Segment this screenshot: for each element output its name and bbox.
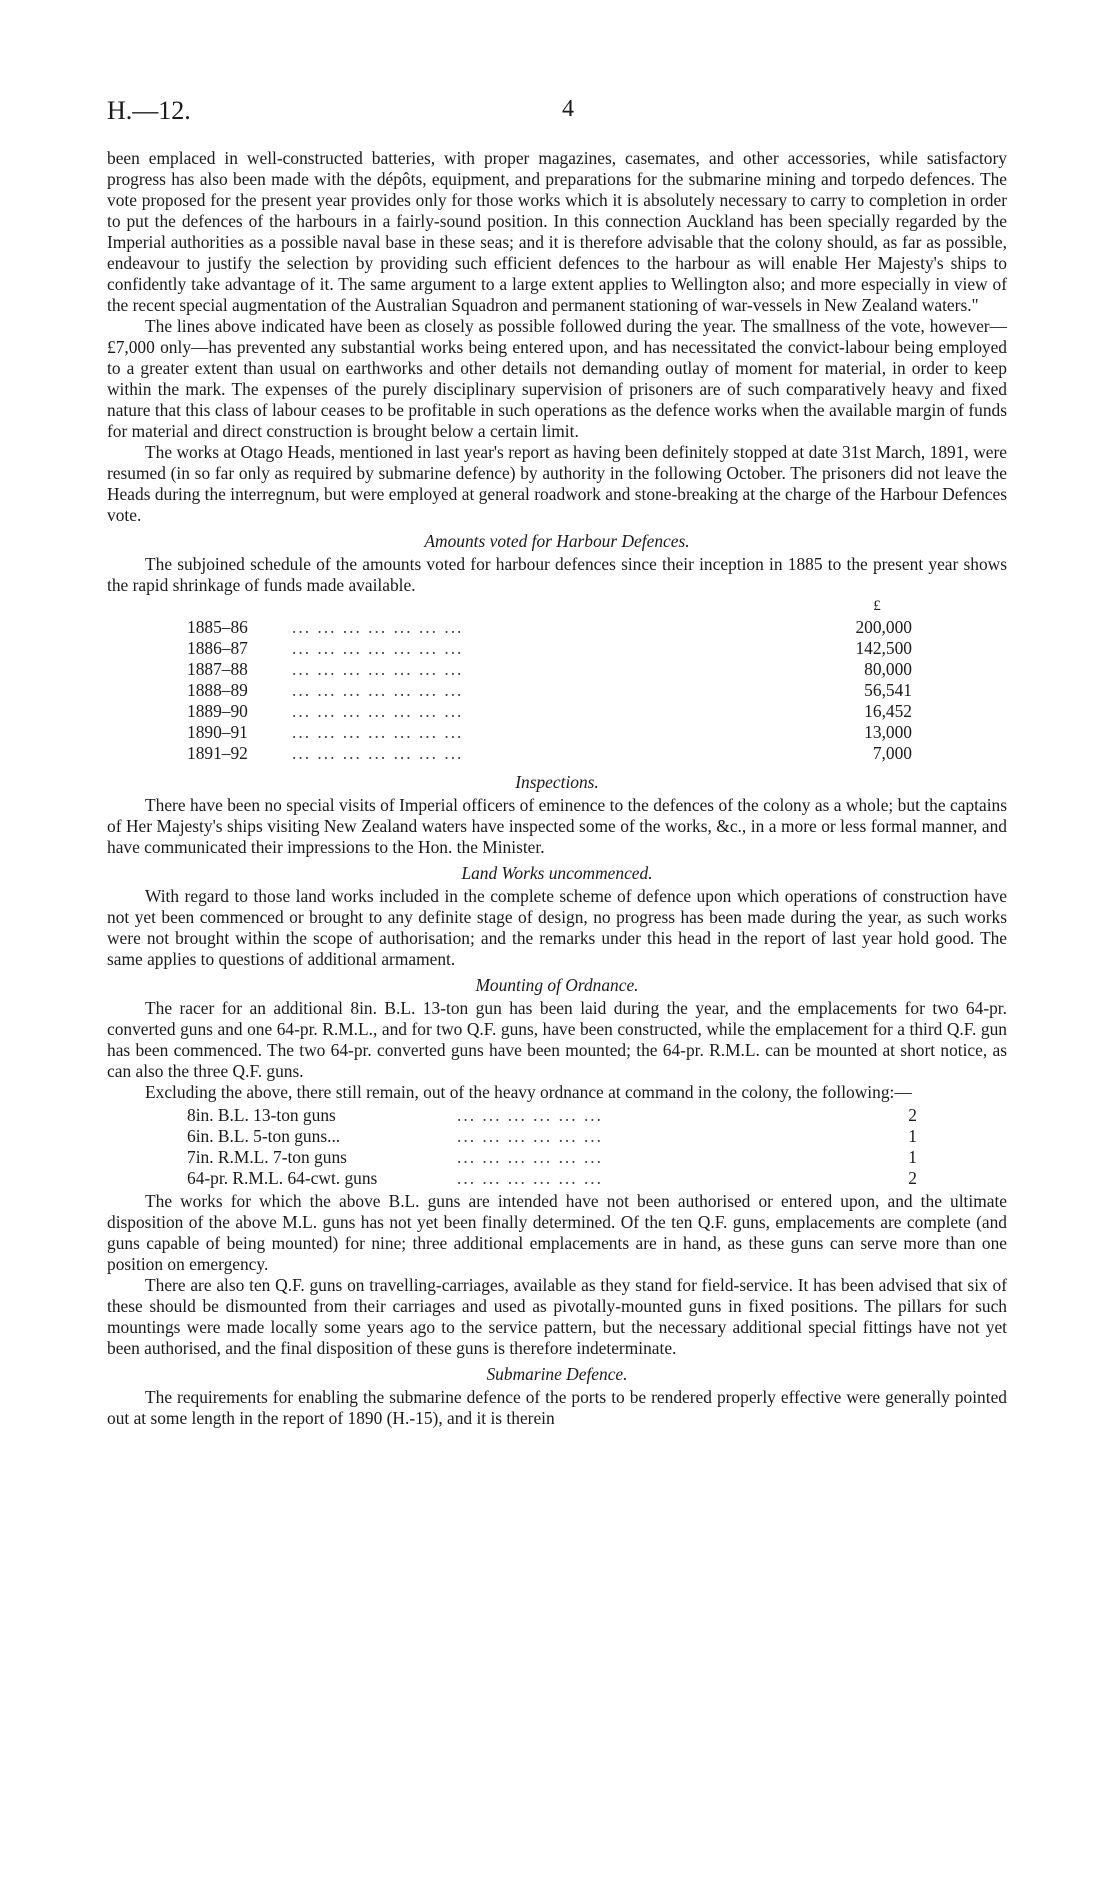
gun-name: 6in. B.L. 5-ton guns... <box>187 1126 341 1146</box>
paragraph-travelling-carriages: There are also ten Q.F. guns on travelling-carriages, available as they stand for field-service. It has been advised that six of these should be dismounted from their carriages and used as pivotally-mounted guns in fixed positions. The pillars for such mountings were made locally some years ago to the service pattern, but the necessary additional special fittings have not yet been authorised, and the final disposition of these guns is therefore indeterminate. <box>107 1275 1007 1358</box>
leader-dots: ... ... ... ... ... ... ... <box>292 722 464 742</box>
paragraph-works-not-authorised: The works for which the above B.L. guns are intended have not been authorised or entered upon, and the ultimate disposition of the above M.L. guns has not yet been finally determined. Of the ten Q.F. guns, emplacements are complete (and guns capable of being mounted) for nine; three additional emplacements are in hand, as these guns can serve more than one position on emergency. <box>107 1191 1007 1274</box>
schedule-amount: 200,000 <box>855 617 912 637</box>
table-row <box>187 1126 917 1147</box>
leader-dots: ... ... ... ... ... ... <box>457 1105 603 1125</box>
paragraph-excluding: Excluding the above, there still remain, out of the heavy ordnance at command in the colony, the following:— <box>145 1082 912 1102</box>
paragraph-lines-followed: The lines above indicated have been as closely as possible followed during the year. The smallness of the vote, however—£7,000 only—has prevented any substantial works being entered upon, and has necessitated the convict-labour being employed to a greater extent than usual on earthworks and other details not demanding outlay of moment for material, in order to keep within the mark. The expenses of the purely disciplinary supervision of prisoners are of such comparatively heavy and fixed nature that this class of labour ceases to be profitable in such operations as the defence works when the available margin of funds for material and direct construction is brought below a certain limit. <box>107 316 1007 441</box>
schedule-amount: 16,452 <box>864 701 912 721</box>
table-row <box>187 1168 917 1189</box>
table-row <box>187 617 912 638</box>
leader-dots: ... ... ... ... ... ... ... <box>292 659 464 679</box>
schedule-amount: 56,541 <box>864 680 912 700</box>
schedule-year: 1887–88 <box>187 659 248 679</box>
paragraph-submarine: The requirements for enabling the submarine defence of the ports to be rendered properly effective were generally pointed out at some length in the report of 1890 (H.-15), and it is therein <box>107 1387 1007 1428</box>
amounts-schedule-table <box>187 596 912 764</box>
leader-dots: ... ... ... ... ... ... ... <box>292 743 464 763</box>
schedule-year: 1888–89 <box>187 680 248 700</box>
paragraph-otago-heads: The works at Otago Heads, mentioned in last year's report as having been definitely stopped at date 31st March, 1891, were resumed (in so far only as required by submarine defence) by authority in the following October. The prisoners did not leave the Heads during the interregnum, but were employed at general roadwork and stone-breaking at the charge of the Harbour Defences vote. <box>107 442 1007 525</box>
page-number: 4 <box>562 96 574 122</box>
schedule-amount: 7,000 <box>872 743 912 763</box>
leader-dots: ... ... ... ... ... ... ... <box>292 617 464 637</box>
gun-name: 7in. R.M.L. 7-ton guns <box>187 1147 347 1167</box>
schedule-amount: 13,000 <box>864 722 912 742</box>
table-row <box>187 722 912 743</box>
leader-dots: ... ... ... ... ... ... ... <box>292 638 464 658</box>
leader-dots: ... ... ... ... ... ... <box>457 1126 603 1146</box>
table-row <box>187 659 912 680</box>
heading-submarine-defence: Submarine Defence. <box>486 1364 628 1384</box>
schedule-year: 1889–90 <box>187 701 248 721</box>
schedule-amount: 80,000 <box>864 659 912 679</box>
leader-dots: ... ... ... ... ... ... ... <box>292 701 464 721</box>
gun-name: 64-pr. R.M.L. 64-cwt. guns <box>187 1168 378 1188</box>
paper-reference: H.—12. <box>107 96 191 125</box>
table-row <box>187 680 912 701</box>
gun-count: 1 <box>908 1126 917 1146</box>
paragraph-schedule-intro: The subjoined schedule of the amounts voted for harbour defences since their inception in 1885 to the present year shows the rapid shrinkage of funds made available. <box>107 554 1007 595</box>
heading-mounting-ordnance: Mounting of Ordnance. <box>475 975 639 995</box>
schedule-year: 1891–92 <box>187 743 248 763</box>
ordnance-list-table <box>187 1105 917 1189</box>
currency-symbol: £ <box>873 598 881 614</box>
table-row <box>187 743 912 764</box>
table-row <box>187 638 912 659</box>
schedule-year: 1886–87 <box>187 638 248 658</box>
heading-land-works: Land Works uncommenced. <box>461 863 653 883</box>
gun-count: 1 <box>908 1147 917 1167</box>
gun-count: 2 <box>908 1105 917 1125</box>
page-header <box>107 96 1007 132</box>
paragraph-inspections: There have been no special visits of Imperial officers of eminence to the defences of the colony as a whole; but the captains of Her Majesty's ships visiting New Zealand waters have inspected some of the works, &c., in a more or less formal manner, and have communicated their impressions to the Hon. the Minister. <box>107 795 1007 857</box>
leader-dots: ... ... ... ... ... ... <box>457 1147 603 1167</box>
gun-name: 8in. B.L. 13-ton guns <box>187 1105 336 1125</box>
heading-amounts-voted: Amounts voted for Harbour Defences. <box>424 531 690 551</box>
table-row <box>187 1105 917 1126</box>
heading-inspections: Inspections. <box>515 772 599 792</box>
paragraph-land-works: With regard to those land works included in the complete scheme of defence upon which operations of construction have not yet been commenced or brought to any definite stage of design, no progress has been made during the year, as such works were not brought within the scope of authorisation; and the remarks under this head in the report of last year hold good. The same applies to questions of additional armament. <box>107 886 1007 969</box>
gun-count: 2 <box>908 1168 917 1188</box>
schedule-amount: 142,500 <box>855 638 912 658</box>
table-row <box>187 1147 917 1168</box>
leader-dots: ... ... ... ... ... ... ... <box>292 680 464 700</box>
leader-dots: ... ... ... ... ... ... <box>457 1168 603 1188</box>
table-row <box>187 701 912 722</box>
schedule-year: 1885–86 <box>187 617 248 637</box>
paragraph-continuation: been emplaced in well-constructed batteries, with proper magazines, casemates, and other accessories, while satisfactory progress has also been made with the dépôts, equipment, and preparations for the submarine mining and torpedo defences. The vote proposed for the present year provides only for those works which it is absolutely necessary to carry to completion in order to put the defences of the harbours in a fairly-sound position. In this connection Auckland has been specially regarded by the Imperial authorities as a possible naval base in these seas; and it is therefore advisable that the colony should, as far as possible, endeavour to justify the selection by providing such efficient defences to the harbour as will enable Her Majesty's ships to confidently take advantage of it. The same argument to a large extent applies to Wellington also; and more especially in view of the recent special augmentation of the Australian Squadron and permanent stationing of war-vessels in New Zealand waters." <box>107 148 1007 315</box>
schedule-year: 1890–91 <box>187 722 248 742</box>
schedule-currency-row <box>187 596 912 617</box>
document-body <box>107 148 1007 1429</box>
paragraph-racer: The racer for an additional 8in. B.L. 13-ton gun has been laid during the year, and the emplacements for two 64-pr. converted guns and one 64-pr. R.M.L., and for two Q.F. guns, have been constructed, while the emplacement for a third Q.F. gun has been commenced. The two 64-pr. converted guns have been mounted; the 64-pr. R.M.L. can be mounted at short notice, as can also the three Q.F. guns. <box>107 998 1007 1081</box>
